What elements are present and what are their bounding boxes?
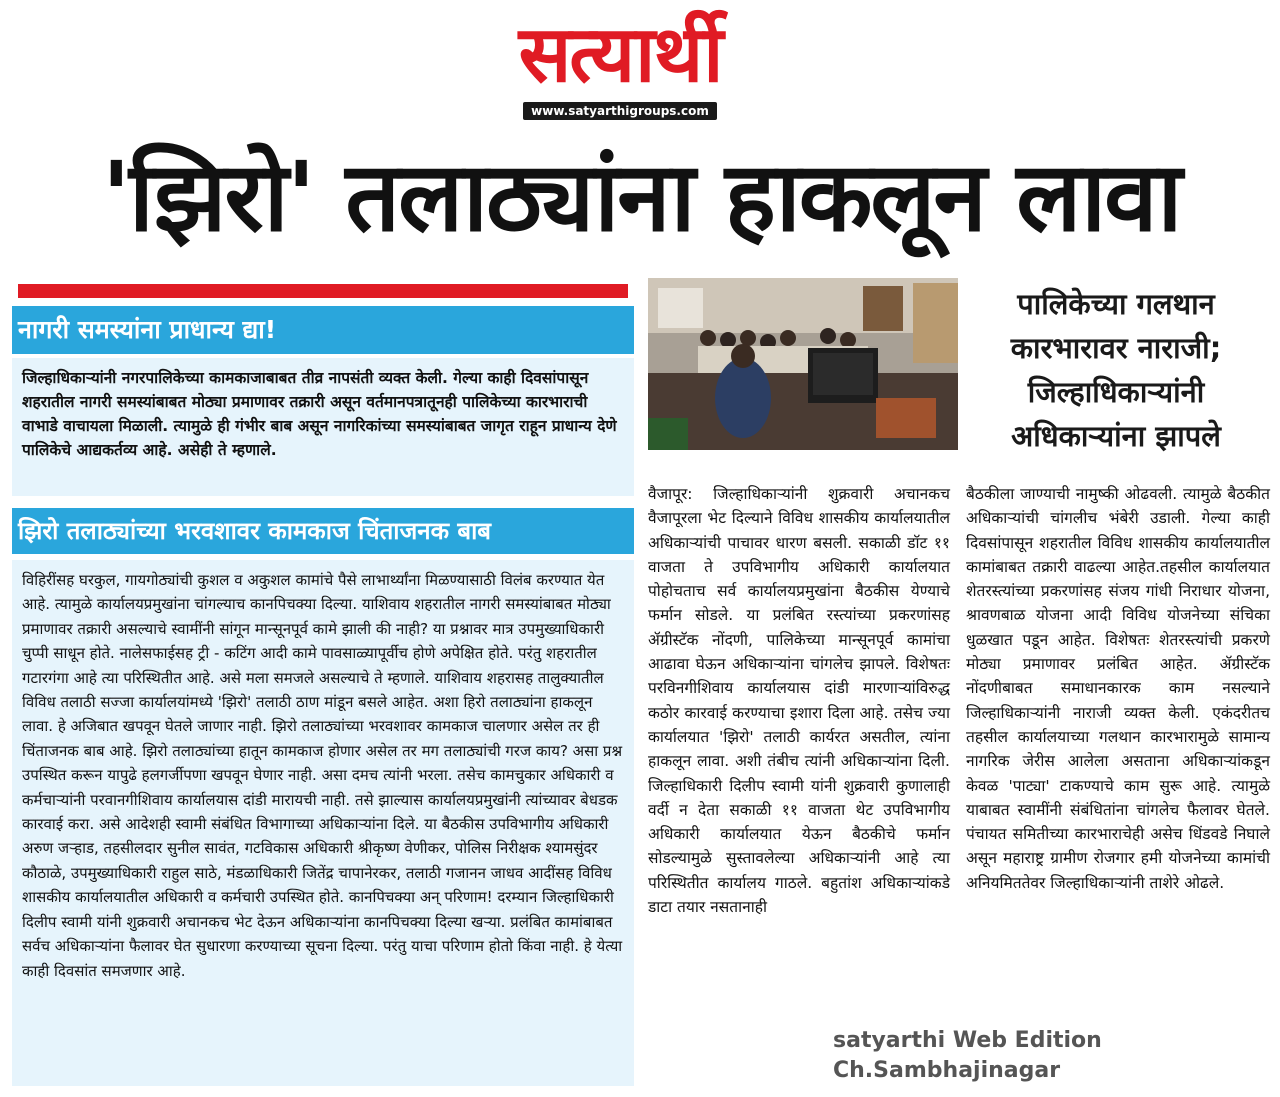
civic-issues-text: जिल्हाधिकाऱ्यांनी नगरपालिकेच्या कामकाजाबाबत तीव्र नापसंती व्यक्त केली. गेल्या काही दिवसांपासून शहरातील नागरी समस्यांबाबत मोठ्या प्रमाणावर तक्रारी असून वर्तमानपत्रातूनही पालिकेच्या कारभाराची वाभाडे वाचायला मिळाली. त्यामुळे ही गंभीर बाब असून नागरिकांच्या समस्यांबाबत जागृत राहून प्राधान्य देणे पालिकेचे आद्यकर्तव्य आहे. असेही ते म्हणाले. [12, 358, 634, 496]
subheading-civic-issues: नागरी समस्यांना प्राधान्य द्या! [12, 306, 634, 354]
masthead [470, 10, 770, 125]
edition-name: satyarthi Web Edition [833, 1028, 1102, 1053]
red-divider-bar [18, 284, 628, 298]
zero-talathi-text: विहिरींसह घरकुल, गायगोठ्यांची कुशल व अकुशल कामांचे पैसे लाभार्थ्यांना मिळण्यासाठी विलंब करण्यात येत आहे. त्यामुळे कार्यालयप्रमुखांना चांगल्याच कानपिचक्या दिल्या. याशिवाय शहरातील नागरी समस्यांबाबत मोठ्या प्रमाणावर तक्रारी असल्याचे स्वामींनी सांगून मान्सूनपूर्व कामे झाली की नाही? या प्रश्नावर मात्र उपमुख्याधिकारी चुप्पी साधून होते. नालेसफाईसह ट्री - कटिंग आदी कामे पावसाळ्यापूर्वीच होणे अपेक्षित होते. परंतु शहरातील गटारगंगा आहे त्या परिस्थितीत आहे. असे मला समजले असल्याचे ते म्हणाले. याशिवाय शहरासह तालुक्यातील विविध तलाठी सज्जा कार्यालयांमध्ये 'झिरो' तलाठी ठाण मांडून बसले आहेत. अशा हिरो तलाठ्यांना हाकलून लावा. हे अजिबात खपवून घेतले जाणार नाही. झिरो तलाठ्यांच्या भरवशावर कामकाज चालणार असेल तर ही चिंताजनक बाब आहे. झिरो तलाठ्यांच्या हातून कामकाज होणार असेल तर मग तलाठ्यांची गरज काय? असा प्रश्न उपस्थित करून यापुढे हलगर्जीपणा खपवून घेणार नाही. असा दमच त्यांनी भरला. तसेच कामचुकार अधिकारी व कर्मचाऱ्यांनी परवानगीशिवाय कार्यालयास दांडी मारायची नाही. तसे झाल्यास कार्यालयप्रमुखांनी त्यांच्यावर बेधडक कारवाई करा. असे आदेशही स्वामी संबंधित विभागाच्या अधिकाऱ्यांना दिले. या बैठकीस उपविभागीय अधिकारी अरुण जऱ्हाड, तहसीलदार सुनील सावंत, गटविकास अधिकारी श्रीकृष्ण वेणीकर, पोलिस निरीक्षक श्यामसुंदर कौठाळे, उपमुख्याधिकारी राहुल साठे, मंडळाधिकारी जितेंद्र चापानेरकर, तलाठी गजानन जाधव आदींसह विविध शासकीय कार्यालयातील अधिकारी व कर्मचारी उपस्थित होते. कानपिचक्या अन् परिणाम! दरम्यान जिल्हाधिकारी दिलीप स्वामी यांनी शुक्रवारी अचानकच भेट देऊन अधिकाऱ्यांना कानपिचक्या दिल्या खऱ्या. प्रलंबित कामांबाबत सर्वच अधिकाऱ्यांना फैलावर घेत सुधारणा करण्याच्या सूचना दिल्या. परंतु याचा परिणाम होतो किंवा नाही. हे येत्या काही दिवसांत समजणार आहे. [12, 560, 634, 1086]
article-column-2: बैठकीला जाण्याची नामुष्की ओढवली. त्यामुळे बैठकीत अधिकाऱ्यांची चांगलीच भंबेरी उडाली. गेल्या काही दिवसांपासून शहरातील विविध शासकीय कार्यालयातील कामांबाबत तक्रारी वाढल्या आहेत.तहसील कार्यालयात शेतरस्त्यांच्या प्रकरणांसह संजय गांधी निराधार योजना, श्रावणबाळ योजना आदी विविध योजनेच्या संचिका धुळखात पडून आहेत. विशेषतः शेतरस्त्यांची प्रकरणे मोठ्या प्रमाणावर प्रलंबित आहेत. ॲग्रीस्टॅक नोंदणीबाबत समाधानकारक काम नसल्याने जिल्हाधिकाऱ्यांनी नाराजी व्यक्त केली. एकंदरीतच तहसील कार्यालयाच्या गलथान कारभारामुळे सामान्य नागरिक जेरीस आलेला असताना अधिकाऱ्यांकडून केवळ 'पाट्या' टाकण्याचे काम सुरू आहे. त्यामुळे याबाबत स्वामींनी संबंधितांना चांगलेच फैलावर घेतले. पंचायत समितीच्या कारभाराचेही असेच धिंडवडे निघाले असून महाराष्ट्र ग्रामीण रोजगार हमी योजनेच्या कामांची अनियमिततेवर जिल्हाधिकाऱ्यांनी ताशेरे ओढले. [966, 485, 1270, 892]
website-url: www.satyarthigroups.com [523, 102, 717, 120]
meeting-photo [648, 278, 958, 450]
subheading-zero-talathi: झिरो तलाठ्यांच्या भरवशावर कामकाज चिंताजनक बाब [12, 508, 634, 554]
article-column-1: वैजापूर: जिल्हाधिकाऱ्यांनी शुक्रवारी अचानकच वैजापूरला भेट दिल्याने विविध शासकीय कार्यालयातील अधिकाऱ्यांची पाचावर धारण बसली. सकाळी डॉट ११ वाजता ते उपविभागीय अधिकारी कार्यालयात पोहोचताच सर्व कार्यालयप्रमुखांना बैठकीस येण्याचे फर्मान सोडले. या प्रलंबित रस्त्यांच्या प्रकरणांसह ॲग्रीस्टॅक नोंदणी, पालिकेच्या मान्सूनपूर्व कामांचा आढावा घेऊन अधिकाऱ्यांना चांगलेच झापले. विशेषतः परविनगीशिवाय कार्यालयास दांडी मारणाऱ्यांविरुद्ध कठोर कारवाई करण्याचा इशारा दिला आहे. तसेच ज्या कार्यालयात 'झिरो' तलाठी कार्यरत असतील, त्यांना हाकलून लावा. अशी तंबीच त्यांनी अधिकाऱ्यांना दिली. जिल्हाधिकारी दिलीप स्वामी यांनी शुक्रवारी कुणालाही वर्दी न देता सकाळी ११ वाजता थेट उपविभागीय अधिकारी कार्यालयात येऊन बैठकीचे फर्मान सोडल्यामुळे सुस्तावलेल्या अधिकाऱ्यांनी आहे त्या परिस्थितीत कार्यालय गाठले. बहुतांश अधिकाऱ्यांकडे डाटा तयार नसतानाही [648, 485, 950, 917]
newspaper-logo: सत्यार्थी [518, 10, 722, 100]
side-heading: पालिकेच्या गलथान कारभारावर नाराजी; जिल्हाधिकाऱ्यांनी अधिकाऱ्यांना झापले [1010, 287, 1222, 453]
edition-city: Ch.Sambhajinagar [833, 1058, 1061, 1083]
edition-label [833, 1026, 1133, 1090]
main-headline: 'झिरो' तलाठ्यांना हाकलून लावा [101, 141, 1181, 253]
